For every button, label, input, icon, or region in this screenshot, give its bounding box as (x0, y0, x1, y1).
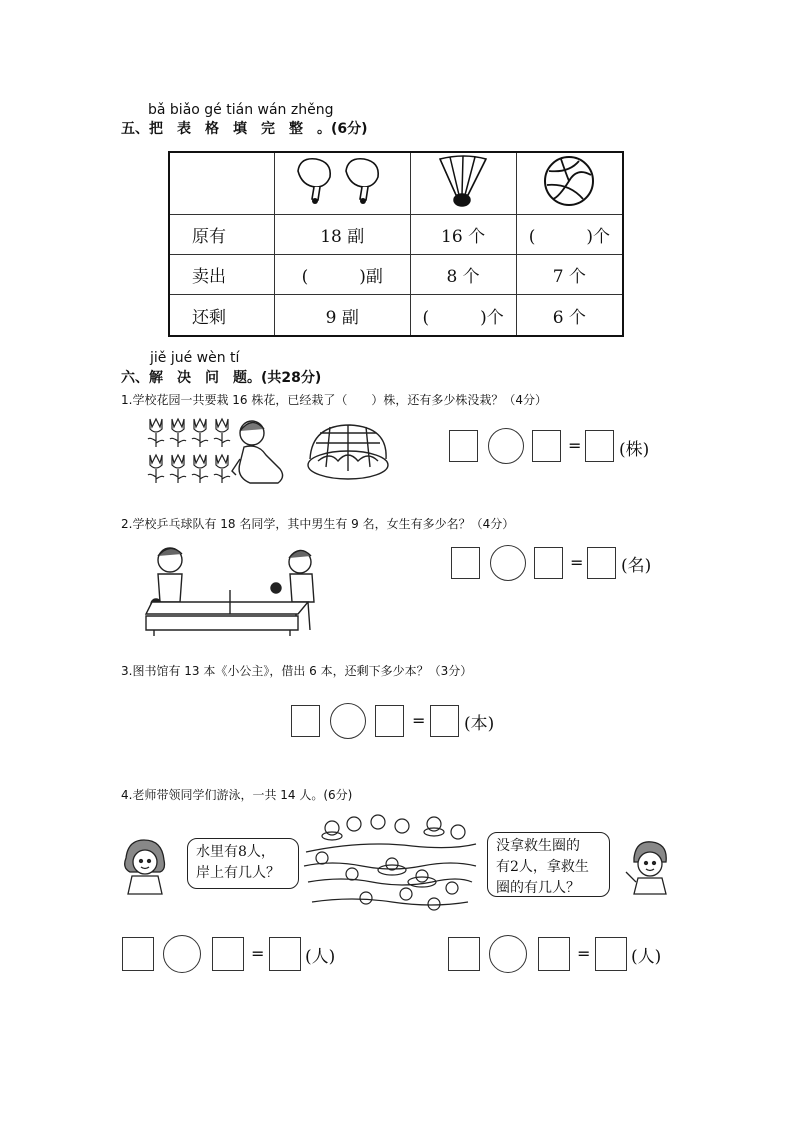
q2-equals-sign: = (570, 553, 584, 572)
q2-operand1-box[interactable] (451, 547, 480, 579)
table-header-row (169, 152, 623, 215)
q4b-unit: (人) (631, 947, 662, 967)
cell-paddles-original: 18 副 (275, 215, 411, 255)
bubble-right-line-2: 有2人，拿救生 (496, 859, 589, 875)
girl-icon (118, 838, 170, 896)
bubble-right-line-3: 圈的有几人？ (496, 880, 580, 896)
section6-title: 六、解 决 问 题。(共28分) (121, 370, 322, 386)
q4b-equals-sign: = (577, 944, 591, 963)
cell-shuttlecock-remaining-blank[interactable]: ( )个 (410, 295, 516, 336)
section6-pinyin: jiě jué wèn tí (150, 350, 240, 366)
boy-icon (622, 838, 676, 896)
q3-equals-sign: = (412, 711, 426, 730)
shuttlecock-icon (428, 153, 498, 209)
table-row-sold (169, 255, 623, 295)
q3-result-box[interactable] (430, 705, 459, 737)
row-label-remaining: 还剩 (169, 295, 275, 336)
ping-pong-players-illustration (140, 540, 320, 638)
question-1-text: 1.学校花园一共要栽 16 株花，已经栽了（ ）株，还有多少株没栽？（4分） (121, 393, 547, 407)
q3-unit: (本) (464, 714, 495, 734)
row-label-original: 原有 (169, 215, 275, 255)
q3-operand1-box[interactable] (291, 705, 320, 737)
q1-operator-circle[interactable] (488, 428, 524, 464)
q1-unit: (株) (619, 440, 650, 460)
q3-operator-circle[interactable] (330, 703, 366, 739)
ping-pong-table (146, 602, 308, 614)
empty-corner-cell (169, 152, 275, 215)
cell-volleyball-original-blank[interactable]: ( )个 (516, 215, 623, 255)
bubble-right-line-1: 没拿救生圈的 (496, 838, 580, 854)
q4b-operator-circle[interactable] (489, 935, 527, 973)
flower-basket-icon (308, 425, 388, 479)
q2-operand2-box[interactable] (534, 547, 563, 579)
fill-table (168, 151, 624, 337)
q3-operand2-box[interactable] (375, 705, 404, 737)
volleyball-icon (539, 153, 599, 209)
volleyball-header-cell (516, 152, 623, 215)
table-row-remaining (169, 295, 623, 336)
row-label-sold: 卖出 (169, 255, 275, 295)
question-3-text: 3.图书馆有 13 本《小公主》，借出 6 本，还剩下多少本？（3分） (121, 664, 473, 678)
question-4-text: 4.老师带领同学们游泳，一共 14 人。(6分) (121, 788, 353, 802)
ping-pong-paddles-icon (290, 153, 394, 209)
q2-unit: (名) (621, 556, 652, 576)
q4b-operand1-box[interactable] (448, 937, 480, 971)
section5-pinyin: bǎ biǎo gé tián wán zhěng (148, 102, 334, 118)
table-row-original (169, 215, 623, 255)
q2-result-box[interactable] (587, 547, 616, 579)
q4a-operand2-box[interactable] (212, 937, 244, 971)
q2-operator-circle[interactable] (490, 545, 526, 581)
q4a-unit: (人) (305, 947, 336, 967)
cell-paddles-remaining: 9 副 (275, 295, 411, 336)
q1-operand2-box[interactable] (532, 430, 561, 462)
gardener-child-icon (232, 421, 283, 483)
cell-volleyball-remaining: 6 个 (516, 295, 623, 336)
q4a-equals-sign: = (251, 944, 265, 963)
garden-illustration (140, 415, 400, 490)
question-2-text: 2.学校乒乓球队有 18 名同学，其中男生有 9 名，女生有多少名？（4分） (121, 517, 515, 531)
cell-volleyball-sold: 7 个 (516, 255, 623, 295)
q4a-result-box[interactable] (269, 937, 301, 971)
cell-paddles-sold-blank[interactable]: ( )副 (275, 255, 411, 295)
speech-bubble-left (187, 838, 299, 889)
q4a-operator-circle[interactable] (163, 935, 201, 973)
swimming-pool-illustration (302, 812, 478, 918)
q1-equals-sign: = (568, 436, 582, 455)
q4b-result-box[interactable] (595, 937, 627, 971)
section5-title: 五、把 表 格 填 完 整 。(6分) (121, 121, 368, 137)
speech-bubble-right (487, 832, 610, 897)
shuttlecock-header-cell (410, 152, 516, 215)
q4b-operand2-box[interactable] (538, 937, 570, 971)
q4a-operand1-box[interactable] (122, 937, 154, 971)
cell-shuttlecock-sold: 8 个 (410, 255, 516, 295)
bubble-left-line-1: 水里有8人， (196, 844, 275, 860)
q1-operand1-box[interactable] (449, 430, 478, 462)
bubble-left-line-2: 岸上有几人？ (196, 865, 280, 881)
paddles-header-cell (275, 152, 411, 215)
tulip-icons (148, 419, 230, 483)
cell-shuttlecock-original: 16 个 (410, 215, 516, 255)
q1-result-box[interactable] (585, 430, 614, 462)
